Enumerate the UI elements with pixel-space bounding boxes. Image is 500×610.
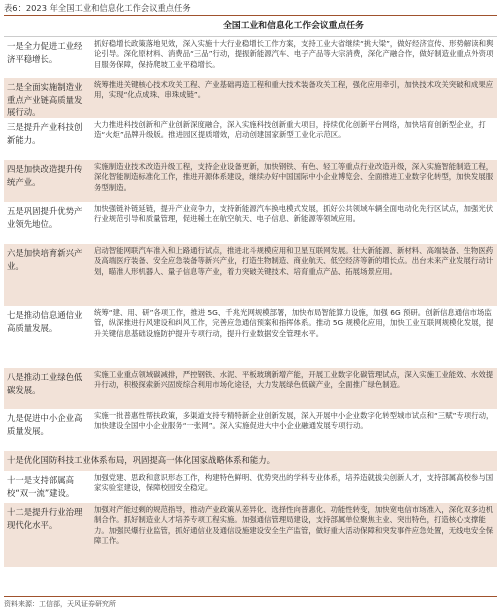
table-row bbox=[4, 118, 497, 160]
task-title-cell: 四是加快改造提升传统产业。 bbox=[7, 164, 83, 187]
table-row bbox=[4, 306, 497, 368]
table-row bbox=[4, 160, 497, 202]
header-title: 全国工业和信息化工作会议重点任务 bbox=[223, 21, 364, 31]
table-row bbox=[4, 503, 497, 567]
task-title-cell: 三是提升产业科技创新能力。 bbox=[7, 122, 83, 145]
task-detail-cell: 实施制造业技术改造升级工程，支持企业设备更新，加快钢铁、有色、轻工等重点行业改造升级，深入实施智能制造工程，深化智能制造标准化工作，推进开源体系建设，继续办好中国国际中小企业博览会、全面推进工业数字化转型，加快发展服务型制造。 bbox=[94, 162, 494, 192]
task-detail-cell: 实施一批普惠性帮扶政策，多渠道支持专精特新企业创新发展，深入开展中小企业数字化转型城市试点和“三赋”专项行动，加快建设全国中小企业服务“一张网”。深入实施促进大中小企业融通发展专项行动。 bbox=[94, 411, 494, 431]
task-title-cell: 一是全力促进工业经济平稳增长。 bbox=[7, 41, 83, 64]
table-header bbox=[4, 16, 497, 37]
task-title-cell: 十二是提升行业治理现代化水平。 bbox=[7, 507, 83, 530]
table-row bbox=[4, 409, 497, 451]
table-row bbox=[4, 244, 497, 306]
task-detail-cell: 统筹推进关键核心技术攻关工程、产业基础再造工程和重大技术装备攻关工程，强化应用牵引，加快技术攻关突破和成果应用，实现“化点成珠、串珠成链”。 bbox=[94, 80, 494, 100]
source-note: 资料来源：工信部，天风证券研究所 bbox=[4, 596, 497, 610]
task-detail-cell: 加强党建、思政和意识形态工作，构建特色鲜明、优势突出的学科专业体系，培养造就拔尖创新人才，支持部属高校参与国家实验室建设，保障校园安全稳定。 bbox=[94, 473, 494, 493]
task-title-cell: 二是全面实施制造业重点产业链高质量发展行动。 bbox=[7, 82, 83, 117]
table-caption: 表6：2023 年全国工业和信息化工作会议重点任务 bbox=[4, 3, 191, 13]
table-row bbox=[4, 451, 497, 471]
header-empty-cell bbox=[4, 16, 90, 36]
table-row bbox=[4, 368, 497, 409]
task-title-cell: 十一是支持部属高校“双一流”建设。 bbox=[7, 475, 75, 498]
task-detail-cell: 大力推进科技创新和产业创新深度融合，深入实施科技创新重大项目，持续优化创新平台网络，加快培育创新型企业，打造“火炬”品牌升级版。推进园区提质增效，启动创建国家新型工业化示范区。 bbox=[94, 120, 486, 140]
table-row bbox=[4, 202, 497, 244]
table-row bbox=[4, 37, 497, 78]
table-body bbox=[4, 37, 497, 567]
task-detail-cell: 实施工业重点领域碳减排，严控钢铁、水泥、平板玻璃新增产能，开展工业数字化碳管理试点，深入实施工业能效、水效提升行动，积极探索新兴固废综合利用市场化途径，大力发展绿色低碳产业，全面推广绿色制造。 bbox=[94, 370, 494, 390]
task-title-cell: 十是优化国防科技工业体系布局，巩固提高一体化国家战略体系和能力。 bbox=[7, 455, 275, 465]
task-title-cell: 八是推动工业绿色低碳发展。 bbox=[7, 372, 83, 395]
tasks-table bbox=[4, 15, 497, 567]
task-detail-cell: 统筹“建、用、研”各项工作，推进 5G、千兆光网规模部署，加快布局智能算力设施，加强 6G 预研。创新信息通信市场监管，纵深推进行风建设和纠风工作，完善应急通信预案和指挥体系。推动 5G 规模化应用，加快工业互联网规模化发展，提升关键信息基础设施防护提升专项行动，提升行业数据安全管理水平。 bbox=[94, 308, 494, 338]
task-detail-cell: 抓好稳增长政策落地见效，深入实施十大行业稳增长工作方案，支持工业大省继续“挑大梁”，做好经济宣传、形势解读和舆论引导。深化原材料、消费品“三品”行动，提振新能源汽车、电子产品等大宗消费，深化产融合作，做好制造业重点外资项目服务保障，保持爬坡工业平稳增长。 bbox=[94, 39, 494, 69]
table-row bbox=[4, 78, 497, 118]
task-title-cell: 七是推动信息通信业高质量发展。 bbox=[7, 310, 83, 333]
task-detail-cell: 加强对产能过剩的规范指导，推动产业政策从差异化、选择性向普惠化、功能性转变，加快宽电信市场准入，深化双多边机制合作。抓好制造业人才培养专项工程实施。加强通信管理局建设，支持部属单位聚焦主业、突出特色，打造核心支撑能力。加强民爆行业监管，抓好通信业及通信设施建设安全生产监管，做好重大活动保障和突发事件应急处置，无线电安全保障工作。 bbox=[94, 505, 494, 546]
table-row bbox=[4, 471, 497, 503]
task-title-cell: 六是加快培育新兴产业。 bbox=[7, 248, 83, 271]
task-title-cell: 九是促进中小企业高质量发展。 bbox=[7, 413, 83, 436]
task-detail-cell: 启动智能网联汽车准入和上路通行试点，推进北斗规模应用和卫星互联网发展。壮大新能源、新材料、高端装备、生物医药及高端医疗装备、安全应急装备等新兴产业，打造生物制造、商业航天、低空经济等新的增长点。出台未来产业发展行动计划，瞄准人形机器人、量子信息等产业，着力突破关键技术、培育重点产品、拓展场景应用。 bbox=[94, 246, 494, 276]
task-title-cell: 五是巩固提升优势产业领先地位。 bbox=[7, 206, 83, 229]
task-detail-cell: 加快强链补链延链，提升产业竞争力，支持新能源汽车换电模式发展，抓好公共领域车辆全面电动化先行区试点，加强光伏行业规范引导和质量管理，促进稀土在航空航天、电子信息、新能源等领域应用。 bbox=[94, 204, 494, 224]
